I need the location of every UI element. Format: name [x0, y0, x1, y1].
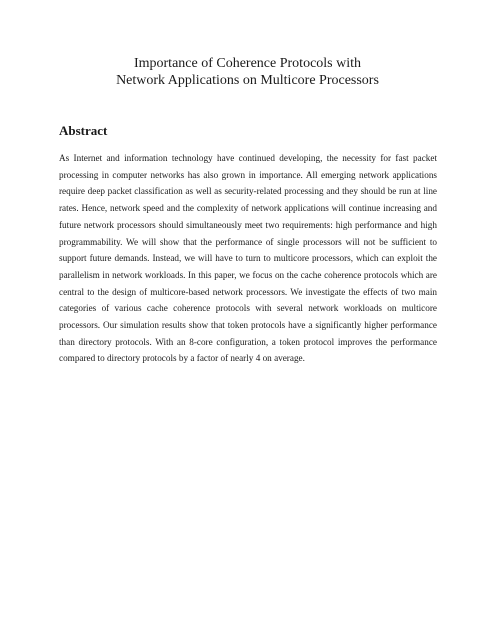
abstract-heading: Abstract	[59, 123, 108, 138]
paper-title-line-1: Importance of Coherence Protocols with	[133, 56, 362, 71]
paper-title	[0, 55, 495, 89]
paper-title-line-2: Network Applications on Multicore Processors	[116, 73, 379, 88]
abstract-body: As Internet and information technology have continued developing, the necessity for fast packet processing in computer networks has also grown in importance. All emerging network applications require deep packet classification as well as security-related processing and they should be run at line rates. Hence, network speed and the complexity of network applications will continue increasing and future network processors should simultaneously meet two requirements: high performance and high programmability. We will show that the performance of single processors will not be sufficient to support future demands. Instead, we will have to turn to multicore processors, which can exploit the parallelism in network workloads. In this paper, we focus on the cache coherence protocols which are central to the design of multicore-based network processors. We investigate the effects of two main categories of various cache coherence protocols with several network workloads on multicore processors. Our simulation results show that token protocols have a significantly higher performance than directory protocols. With an 8-core configuration, a token protocol improves the performance compared to directory protocols by a factor of nearly 4 on average.	[59, 153, 437, 364]
